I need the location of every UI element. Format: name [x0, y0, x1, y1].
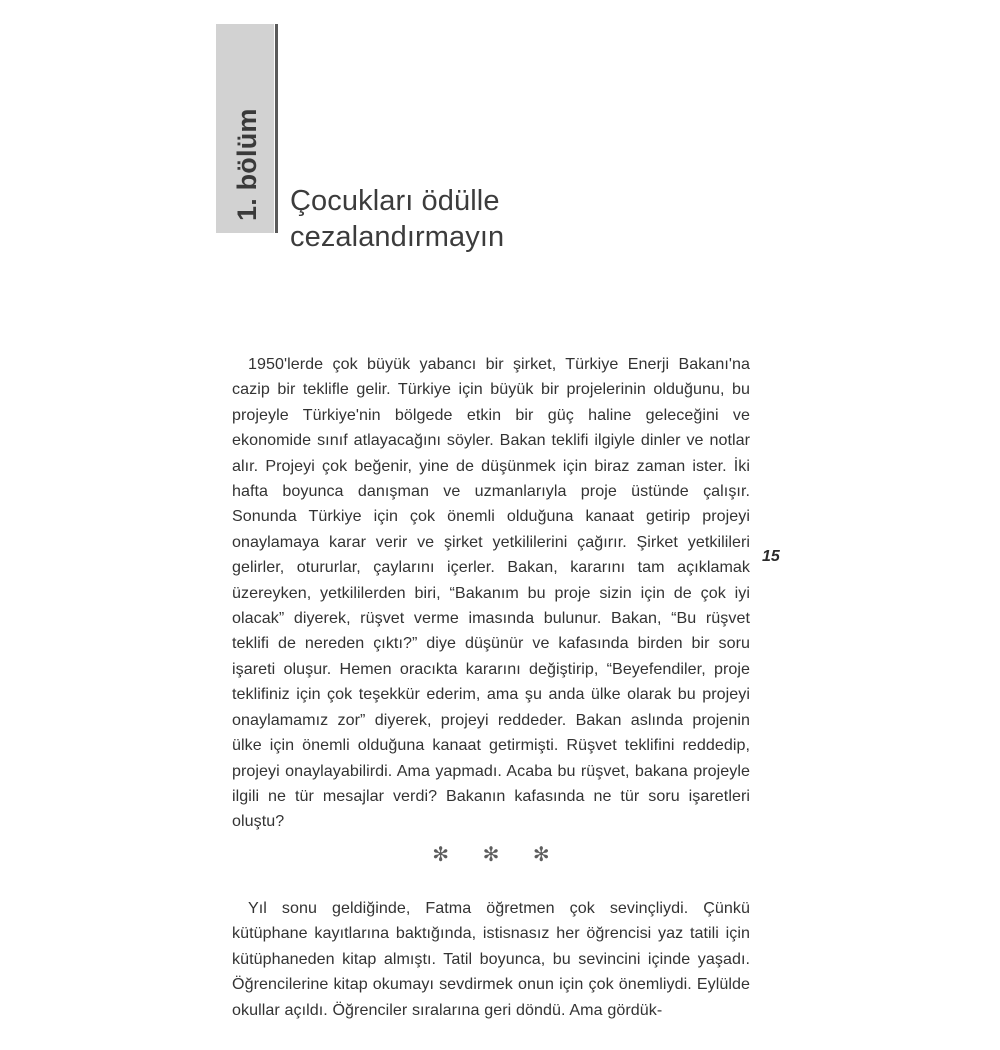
chapter-title — [290, 183, 710, 255]
body-text-column-second — [232, 896, 750, 1023]
chapter-title-line-1: Çocukları ödülle — [290, 185, 500, 218]
chapter-marker-rule — [275, 24, 278, 233]
chapter-number-label: 1. bölüm — [231, 108, 262, 221]
paragraph-first-text: 1950'lerde çok büyük yabancı bir şirket, Türkiye Enerji Bakanı'na cazip bir teklifle gelir. Türkiye için büyük bir projelerinin olduğunu, bu projeyle Türkiye'nin bölgede etkin bir güç haline geleceğini ve ekonomide sınıf atlayacağını söyler. Bakan teklifi ilgiyle dinler ve notlar alır. Projeyi çok beğenir, yine de düşünmek için biraz zaman ister. İki hafta boyunca danışman ve uzmanlarıyla proje üstünde çalışır. Sonunda Türkiye için çok önemli olduğuna kanaat getirip projeyi onaylamaya karar verir ve şirket yetkililerini çağırır. Şirket yetkilileri gelirler, otururlar, çaylarını içerler. Bakan, kararını tam açıklamak üzereyken, yetkililerden biri, “Bakanım bu proje sizin için de çok iyi olacak” diyerek, rüşvet verme imasında bulunur. Bakan, “Bu rüşvet teklifi de nereden çıktı?” diye düşünür ve kafasında birden bir soru işareti oluşur. Hemen oracıkta kararını değiştirip, “Beyefendiler, proje teklifiniz için çok teşekkür ederim, ama şu anda ülke olarak bu projeyi onaylamamız zor” diyerek, projeyi reddeder. Bakan aslında projenin ülke için önemli olduğuna kanaat getirmişti. Rüşvet teklifini reddedip, projeyi onaylayabilirdi. Ama yapmadı. Acaba bu rüşvet, bakana projeyle ilgili ne tür mesajlar verdi? Bakanın kafasında ne tür soru işaretleri oluştu? — [232, 355, 750, 831]
section-separator: ✻ ✻ ✻ — [432, 844, 564, 866]
paragraph-second-text: Yıl sonu geldiğinde, Fatma öğretmen çok sevinçliydi. Çünkü kütüphane kayıtlarına baktığında, istisnasız her öğrencisi yaz tatili için kütüphaneden kitap almıştı. Tatil boyunca, bu sevincini içinde yaşadı. Öğrencilerine kitap okumayı sevdirmek onun için çok önemliydi. Eylülde okullar açıldı. Öğrenciler sıralarına geri döndü. Ama gördük- — [232, 899, 750, 1019]
chapter-title-line-2: cezalandırmayın — [290, 221, 505, 254]
body-text-column — [232, 352, 750, 835]
page-number: 15 — [762, 548, 780, 565]
paragraph-first — [232, 352, 750, 835]
chapter-marker — [216, 24, 278, 233]
paragraph-second — [232, 896, 750, 1023]
